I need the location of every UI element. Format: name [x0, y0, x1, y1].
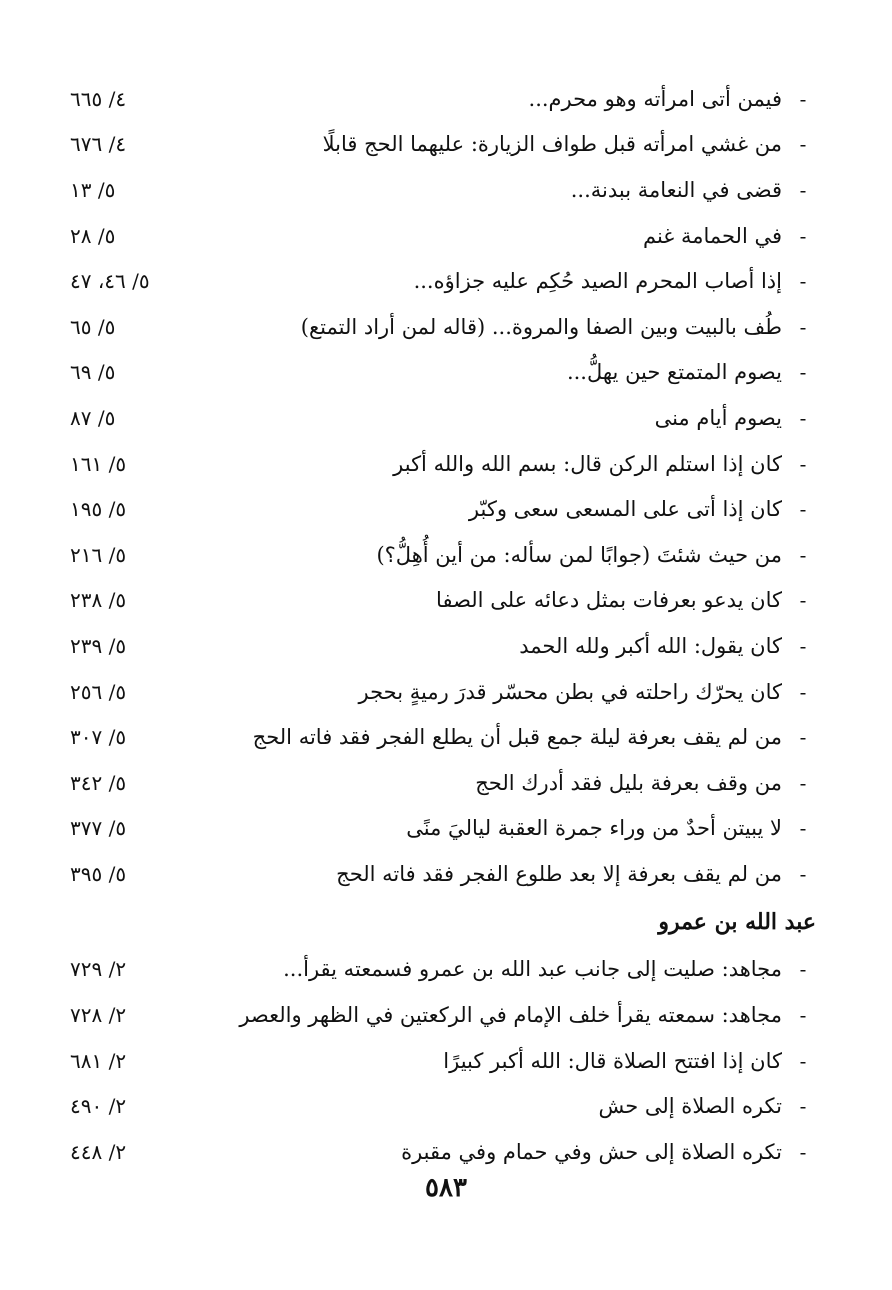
list-item — [70, 1129, 816, 1175]
list-item — [70, 623, 816, 669]
list-item — [70, 669, 816, 715]
entry-text: من وقف بعرفة بليل فقد أدرك الحج — [475, 770, 782, 795]
list-dash: - — [799, 588, 807, 613]
entry-reference: ٥/ ٦٥ — [70, 314, 116, 339]
entry-text: إذا أصاب المحرم الصيد حُكِم عليه جزاؤه... — [413, 269, 782, 294]
list-item — [70, 851, 816, 897]
entry-reference: ٥/ ٢٥٦ — [70, 679, 127, 704]
list-item — [70, 441, 816, 487]
list-dash: - — [799, 497, 807, 522]
entry-text: يصوم المتمتع حين يهلُّ... — [566, 360, 782, 385]
entry-reference: ٥/ ٢١٦ — [70, 542, 127, 567]
list-item — [70, 395, 816, 441]
list-item — [70, 1083, 816, 1129]
entry-reference: ٥/ ٢٨ — [70, 223, 116, 248]
entry-reference: ٥/ ١٦١ — [70, 451, 127, 476]
list-item — [70, 806, 816, 852]
entry-reference: ٥/ ٣٠٧ — [70, 725, 127, 750]
entry-reference: ٥/ ١٣ — [70, 177, 116, 202]
index-list — [70, 76, 816, 1175]
list-item — [70, 350, 816, 396]
list-dash: - — [799, 86, 807, 111]
entry-reference: ٢/ ٧٢٩ — [70, 957, 127, 982]
entry-text: من لم يقف بعرفة ليلة جمع قبل أن يطلع الفجر فقد فاته الحج — [252, 725, 782, 750]
list-dash: - — [799, 725, 807, 750]
list-item — [70, 714, 816, 760]
entry-text: من غشي امرأته قبل طواف الزيارة: عليهما الحج قابلًا — [322, 132, 782, 157]
entry-reference: ٥/ ٤٦، ٤٧ — [70, 269, 150, 294]
entry-text: طُف بالبيت وبين الصفا والمروة... (قاله لمن أراد التمتع) — [300, 314, 782, 339]
list-dash: - — [799, 360, 807, 385]
list-dash: - — [799, 1003, 807, 1028]
list-item — [70, 304, 816, 350]
entry-reference: ٥/ ٣٧٧ — [70, 816, 127, 841]
entry-reference: ٥/ ٣٤٢ — [70, 770, 127, 795]
list-dash: - — [799, 957, 807, 982]
list-item — [70, 76, 816, 122]
entry-reference: ٤/ ٦٦٥ — [70, 86, 127, 111]
list-item — [70, 578, 816, 624]
list-item — [70, 167, 816, 213]
list-item — [70, 532, 816, 578]
entry-reference: ٤/ ٦٧٦ — [70, 132, 127, 157]
list-dash: - — [799, 223, 807, 248]
list-dash: - — [799, 679, 807, 704]
entry-text: كان يقول: الله أكبر ولله الحمد — [519, 633, 782, 658]
entry-text: تكره الصلاة إلى حش وفي حمام وفي مقبرة — [401, 1139, 782, 1164]
page-number: ٥٨٣ — [425, 1173, 467, 1203]
entry-text: قضى في النعامة ببدنة... — [570, 177, 782, 202]
entry-reference: ٢/ ٧٢٨ — [70, 1003, 127, 1028]
entry-text: فيمن أتى امرأته وهو محرم... — [528, 86, 782, 111]
entry-text: في الحمامة غنم — [642, 223, 782, 248]
list-item — [70, 1038, 816, 1084]
list-dash: - — [799, 314, 807, 339]
list-item — [70, 122, 816, 168]
entry-reference: ٥/ ١٩٥ — [70, 497, 127, 522]
entry-text: يصوم أيام منى — [654, 405, 782, 430]
list-dash: - — [799, 633, 807, 658]
entry-text: مجاهد: صليت إلى جانب عبد الله بن عمرو فسمعته يقرأ... — [283, 957, 782, 982]
entry-text: كان يدعو بعرفات بمثل دعائه على الصفا — [436, 588, 782, 613]
list-item — [70, 760, 816, 806]
entry-text: كان إذا افتتح الصلاة قال: الله أكبر كبيرًا — [443, 1048, 782, 1073]
list-dash: - — [799, 542, 807, 567]
list-item — [70, 992, 816, 1038]
list-dash: - — [799, 451, 807, 476]
list-dash: - — [799, 1094, 807, 1119]
entry-reference: ٥/ ٦٩ — [70, 360, 116, 385]
list-dash: - — [799, 770, 807, 795]
entry-reference: ٥/ ٢٣٨ — [70, 588, 127, 613]
list-item — [70, 213, 816, 259]
list-dash: - — [799, 132, 807, 157]
list-dash: - — [799, 1139, 807, 1164]
entry-reference: ٥/ ٣٩٥ — [70, 861, 127, 886]
entry-text: كان إذا استلم الركن قال: بسم الله والله أكبر — [393, 451, 782, 476]
list-dash: - — [799, 1048, 807, 1073]
list-dash: - — [799, 405, 807, 430]
entry-text: تكره الصلاة إلى حش — [598, 1094, 782, 1119]
entry-text: من حيث شئتَ (جوابًا لمن سأله: من أين أُهِلُّ؟) — [376, 542, 782, 567]
entry-reference: ٢/ ٤٤٨ — [70, 1139, 127, 1164]
entry-text: لا يبيتن أحدٌ من وراء جمرة العقبة لياليَ منًى — [406, 816, 782, 841]
list-dash: - — [799, 177, 807, 202]
entry-text: مجاهد: سمعته يقرأ خلف الإمام في الركعتين في الظهر والعصر — [239, 1003, 782, 1028]
list-dash: - — [799, 269, 807, 294]
list-item — [70, 258, 816, 304]
entry-reference: ٥/ ٨٧ — [70, 405, 116, 430]
entry-text: كان يحرّك راحلته في بطن محسّر قدرَ رميةٍ بحجر — [358, 679, 782, 704]
list-item — [70, 947, 816, 993]
section-heading: عبد الله بن عمرو — [658, 908, 816, 935]
entry-text: كان إذا أتى على المسعى سعى وكبّر — [468, 497, 782, 522]
entry-text: من لم يقف بعرفة إلا بعد طلوع الفجر فقد فاته الحج — [336, 861, 782, 886]
entry-reference: ٢/ ٦٨١ — [70, 1048, 127, 1073]
entry-reference: ٢/ ٤٩٠ — [70, 1094, 127, 1119]
entry-reference: ٥/ ٢٣٩ — [70, 633, 127, 658]
list-item — [70, 486, 816, 532]
list-dash: - — [799, 861, 807, 886]
list-dash: - — [799, 816, 807, 841]
